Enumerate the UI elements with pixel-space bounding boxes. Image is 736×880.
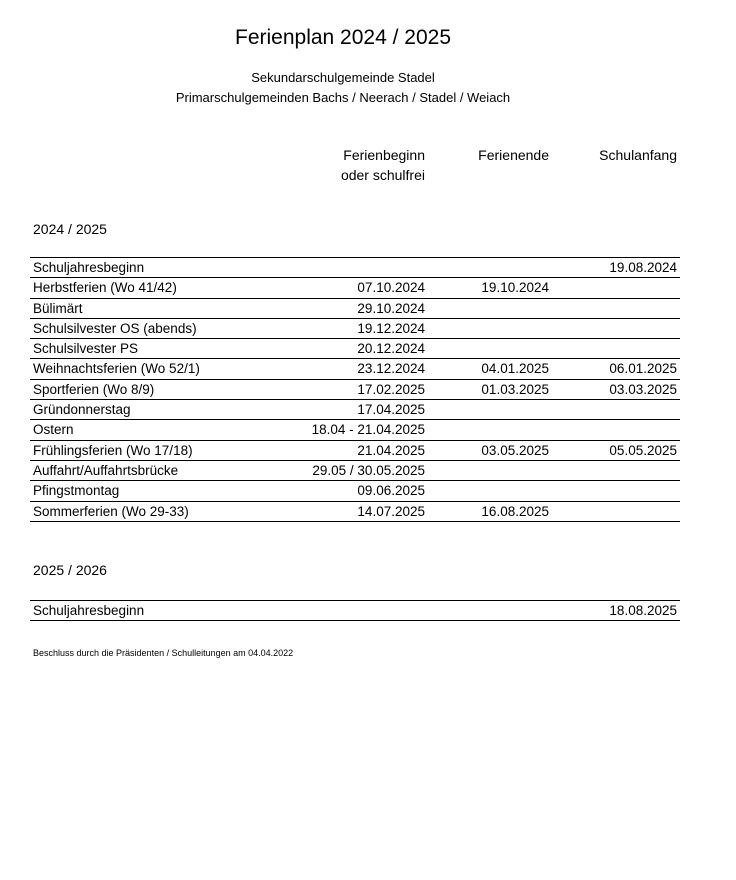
row-schulanfang: 03.03.2025 bbox=[609, 381, 677, 397]
table-row bbox=[30, 461, 680, 481]
table-row bbox=[30, 299, 680, 319]
table-row bbox=[30, 258, 680, 278]
table-row bbox=[30, 420, 680, 440]
footnote: Beschluss durch die Präsidenten / Schulleitungen am 04.04.2022 bbox=[33, 648, 294, 658]
row-ferienende: 01.03.2025 bbox=[481, 381, 549, 397]
row-label: Frühlingsferien (Wo 17/18) bbox=[33, 442, 193, 458]
row-ferienbeginn: 17.04.2025 bbox=[357, 402, 425, 418]
column-header-ferienende: Ferienende bbox=[478, 147, 549, 163]
table-row bbox=[30, 339, 680, 359]
row-label: Schuljahresbeginn bbox=[33, 260, 145, 275]
row-label: Ostern bbox=[33, 422, 74, 438]
row-label: Auffahrt/Auffahrtsbrücke bbox=[33, 462, 179, 478]
table-row bbox=[30, 359, 680, 379]
row-schulanfang: 05.05.2025 bbox=[609, 442, 677, 458]
row-ferienende: 16.08.2025 bbox=[481, 503, 549, 519]
page-title: Ferienplan 2024 / 2025 bbox=[235, 26, 451, 49]
row-ferienbeginn: 21.04.2025 bbox=[357, 442, 425, 458]
row-label: Sportferien (Wo 8/9) bbox=[33, 381, 155, 397]
row-label: Bülimärt bbox=[33, 300, 83, 316]
row-ferienbeginn: 20.12.2024 bbox=[357, 341, 425, 357]
section-heading-2024-2025: 2024 / 2025 bbox=[33, 221, 107, 237]
row-ferienbeginn: 14.07.2025 bbox=[357, 503, 425, 519]
row-schulanfang: 06.01.2025 bbox=[609, 361, 677, 377]
table-row bbox=[30, 502, 680, 522]
holiday-table-2024-2025 bbox=[30, 257, 680, 522]
table-row bbox=[30, 481, 680, 501]
table-row bbox=[30, 601, 680, 621]
row-label: Schuljahresbeginn bbox=[33, 603, 145, 618]
row-ferienbeginn: 07.10.2024 bbox=[357, 280, 425, 296]
column-header-ferienbeginn-line1: Ferienbeginn bbox=[343, 147, 425, 163]
row-schulanfang: 19.08.2024 bbox=[609, 260, 677, 275]
row-label: Weihnachtsferien (Wo 52/1) bbox=[33, 361, 200, 377]
holiday-table-2025-2026 bbox=[30, 600, 680, 621]
row-ferienbeginn: 09.06.2025 bbox=[357, 483, 425, 499]
column-header-ferienbeginn-line2: oder schulfrei bbox=[340, 167, 425, 183]
subtitle-line-1: Sekundarschulgemeinde Stadel bbox=[251, 70, 435, 85]
row-ferienbeginn: 17.02.2025 bbox=[357, 381, 425, 397]
column-header-schulanfang: Schulanfang bbox=[599, 147, 677, 163]
row-label: Pfingstmontag bbox=[33, 483, 120, 499]
row-label: Sommerferien (Wo 29-33) bbox=[33, 503, 189, 519]
table-row bbox=[30, 441, 680, 461]
row-label: Gründonnerstag bbox=[33, 402, 131, 418]
row-ferienbeginn: 29.05 / 30.05.2025 bbox=[312, 462, 425, 478]
table-row bbox=[30, 319, 680, 339]
row-label: Schulsilvester PS bbox=[33, 341, 139, 357]
row-ferienende: 04.01.2025 bbox=[481, 361, 549, 377]
table-row bbox=[30, 278, 680, 298]
table-row bbox=[30, 400, 680, 420]
row-label: Schulsilvester OS (abends) bbox=[33, 320, 197, 336]
row-ferienbeginn: 29.10.2024 bbox=[357, 300, 425, 316]
column-header-ferienbeginn bbox=[280, 145, 425, 185]
row-ferienende: 03.05.2025 bbox=[481, 442, 549, 458]
section-heading-2025-2026: 2025 / 2026 bbox=[33, 562, 107, 578]
row-ferienbeginn: 23.12.2024 bbox=[357, 361, 425, 377]
row-ferienende: 19.10.2024 bbox=[481, 280, 549, 296]
subtitle-line-2: Primarschulgemeinden Bachs / Neerach / Stadel / Weiach bbox=[175, 90, 511, 105]
row-label: Herbstferien (Wo 41/42) bbox=[33, 280, 177, 296]
row-ferienbeginn: 18.04 - 21.04.2025 bbox=[311, 422, 425, 438]
row-schulanfang: 18.08.2025 bbox=[609, 603, 677, 618]
table-row bbox=[30, 380, 680, 400]
row-ferienbeginn: 19.12.2024 bbox=[357, 320, 425, 336]
